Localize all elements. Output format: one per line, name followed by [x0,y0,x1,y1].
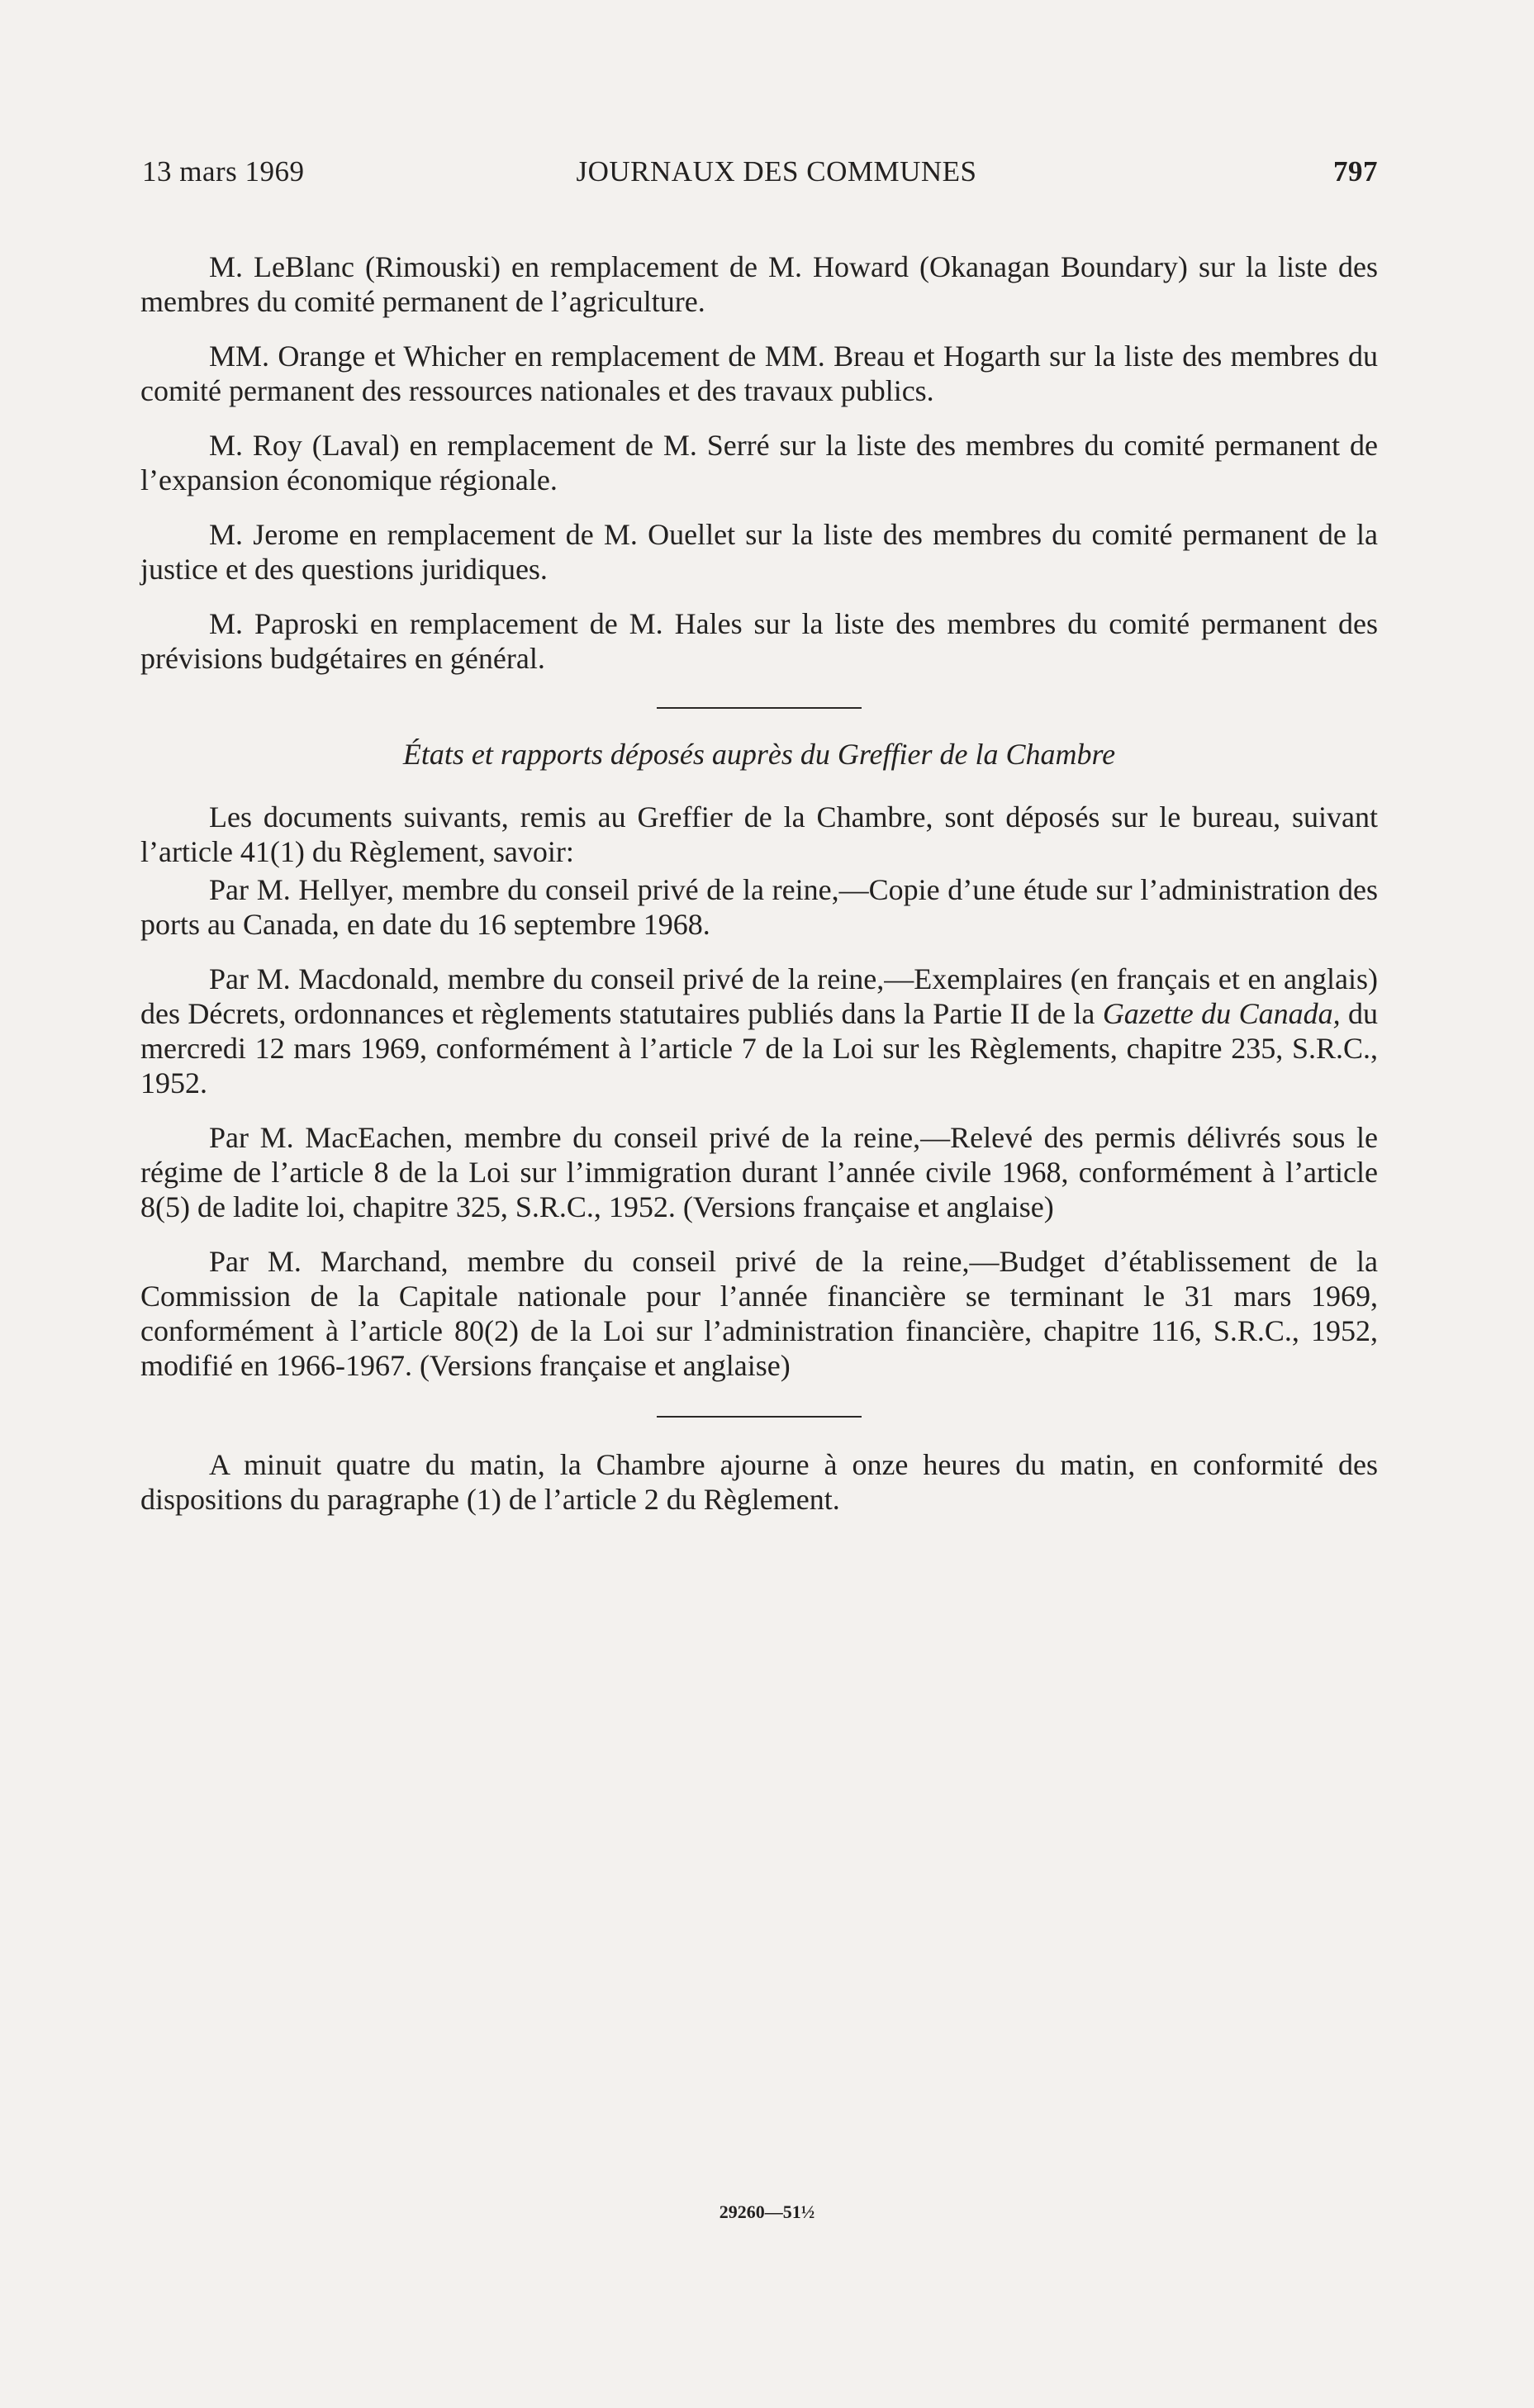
paragraph-leblanc: M. LeBlanc (Rimouski) en remplacement de M. Howard (Okanagan Boundary) sur la liste des membres du comité permanent de l’agriculture. [140,250,1378,318]
adjournment-paragraph: A minuit quatre du matin, la Chambre ajourne à onze heures du matin, en conformité des dispositions du paragraphe (1) de l’article 2 du Règlement. [140,1448,1378,1516]
header-title: JOURNAUX DES COMMUNES [576,155,977,188]
page-body [140,249,1378,1536]
page-number: 797 [1333,155,1378,188]
section-divider [657,707,862,709]
document-macdonald-text-start: Par M. Macdonald, membre du conseil privé de la reine,—Exemplaires (en français et en anglais) des Décrets, ordonnances et règlements statutaires publiés dans la Partie II de la [140,962,1378,1030]
document-marchand: Par M. Marchand, membre du conseil privé de la reine,—Budget d’établissement de la Commission de la Capitale nationale pour l’année financière se terminant le 31 mars 1969, conformément à l’article 80(2) de la Loi sur l’administration financière, chapitre 116, S.R.C., 1952, modifié en 1966-1967. (Versions française et anglaise) [140,1245,1378,1382]
paragraph-paproski: M. Paproski en remplacement de M. Hales sur la liste des membres du comité permanent des prévisions budgétaires en général. [140,607,1378,675]
gazette-title: Gazette du Canada, [1102,997,1341,1030]
print-code: 29260—51½ [719,2201,815,2222]
header-date: 13 mars 1969 [142,155,305,188]
section-heading: États et rapports déposés auprès du Greffier de la Chambre [402,738,1116,771]
page-header [142,155,1378,197]
document-hellyer: Par M. Hellyer, membre du conseil privé de la reine,—Copie d’une étude sur l’administration des ports au Canada, en date du 16 septembre 1968. [140,873,1378,941]
document-macdonald [140,962,1378,1100]
paragraph-roy: M. Roy (Laval) en remplacement de M. Serré sur la liste des membres du comité permanent de l’expansion économique régionale. [140,429,1378,496]
paragraph-jerome: M. Jerome en remplacement de M. Ouellet sur la liste des membres du comité permanent de la justice et des questions juridiques. [140,518,1378,586]
document-macdonald-text-end: du mercredi 12 mars 1969, conformément à l’article 7 de la Loi sur les Règlements, chapitre 235, S.R.C., 1952. [140,997,1379,1100]
documents-intro: Les documents suivants, remis au Greffier de la Chambre, sont déposés sur le bureau, suivant l’article 41(1) du Règlement, savoir: [140,800,1378,868]
paragraph-orange-whicher: MM. Orange et Whicher en remplacement de MM. Breau et Hogarth sur la liste des membres du comité permanent des ressources nationales et des travaux publics. [140,340,1378,407]
document-maceachen: Par M. MacEachen, membre du conseil privé de la reine,—Relevé des permis délivrés sous le régime de l’article 8 de la Loi sur l’immigration durant l’année civile 1968, conformément à l’article 8(5) de ladite loi, chapitre 325, S.R.C., 1952. (Versions française et anglaise) [140,1121,1378,1223]
closing-divider [657,1416,862,1418]
